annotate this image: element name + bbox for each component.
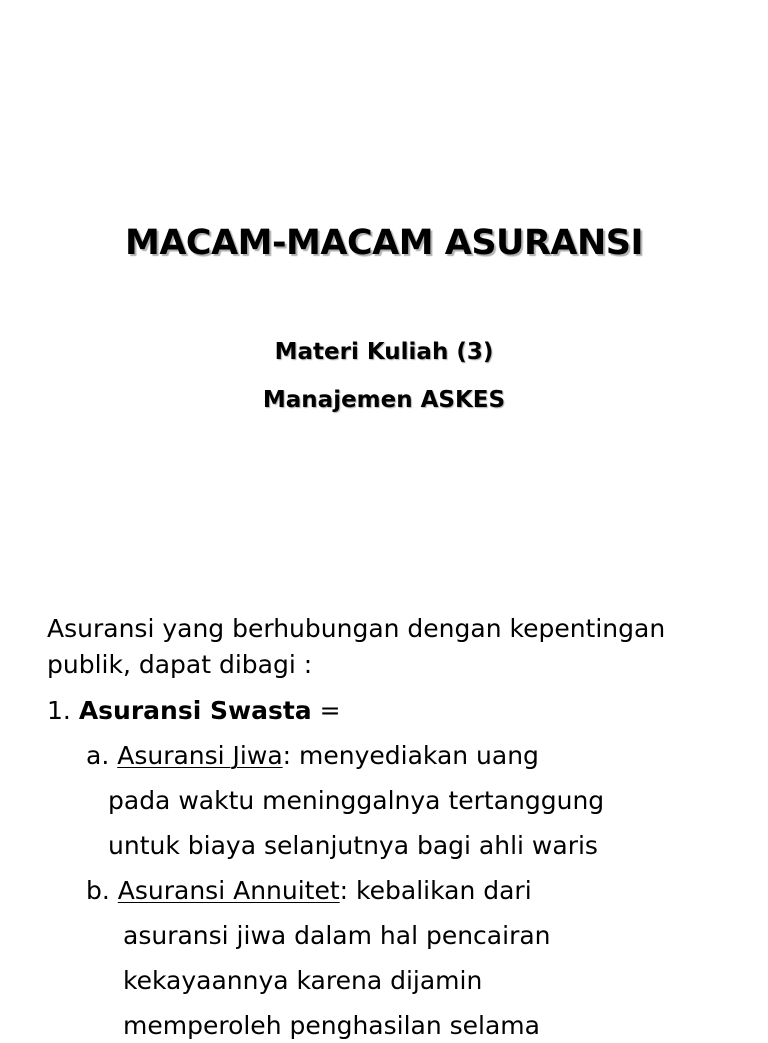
- list-item-b: [86, 874, 532, 908]
- slide-subtitle-line1: Materi Kuliah (3): [274, 339, 494, 365]
- list-item-b-line-3: kekayaannya karena dijamin: [123, 966, 483, 995]
- list-item-b-line-4: memperoleh penghasilan selama: [123, 1011, 540, 1040]
- slide-subtitle-line2: Manajemen ASKES: [262, 387, 506, 413]
- list-item-a-line-2: pada waktu meninggalnya tertanggung: [108, 786, 605, 815]
- intro-line-1: Asuransi yang berhubungan dengan kepentingan: [47, 614, 666, 643]
- intro-line-2: publik, dapat dibagi :: [47, 650, 313, 679]
- list-item-a-prefix: a.: [86, 741, 118, 770]
- list-item-1: [47, 694, 341, 728]
- list-item-b-label: Asuransi Annuitet: [117, 876, 340, 905]
- list-item-a-label: Asuransi Jiwa: [117, 741, 283, 770]
- slide-title: MACAM-MACAM ASURANSI: [124, 223, 644, 263]
- list-item-b-prefix: b.: [86, 876, 118, 905]
- list-item-1-suffix: =: [311, 696, 341, 725]
- list-item-b-rest: : kebalikan dari: [339, 876, 532, 905]
- list-item-1-number: 1.: [47, 696, 79, 725]
- list-item-1-label: Asuransi Swasta: [78, 696, 312, 725]
- list-item-b-line-2: asuransi jiwa dalam hal pencairan: [123, 921, 551, 950]
- list-item-a: [86, 739, 539, 773]
- list-item-a-line-3: untuk biaya selanjutnya bagi ahli waris: [108, 831, 598, 860]
- list-item-a-rest: : menyediakan uang: [282, 741, 539, 770]
